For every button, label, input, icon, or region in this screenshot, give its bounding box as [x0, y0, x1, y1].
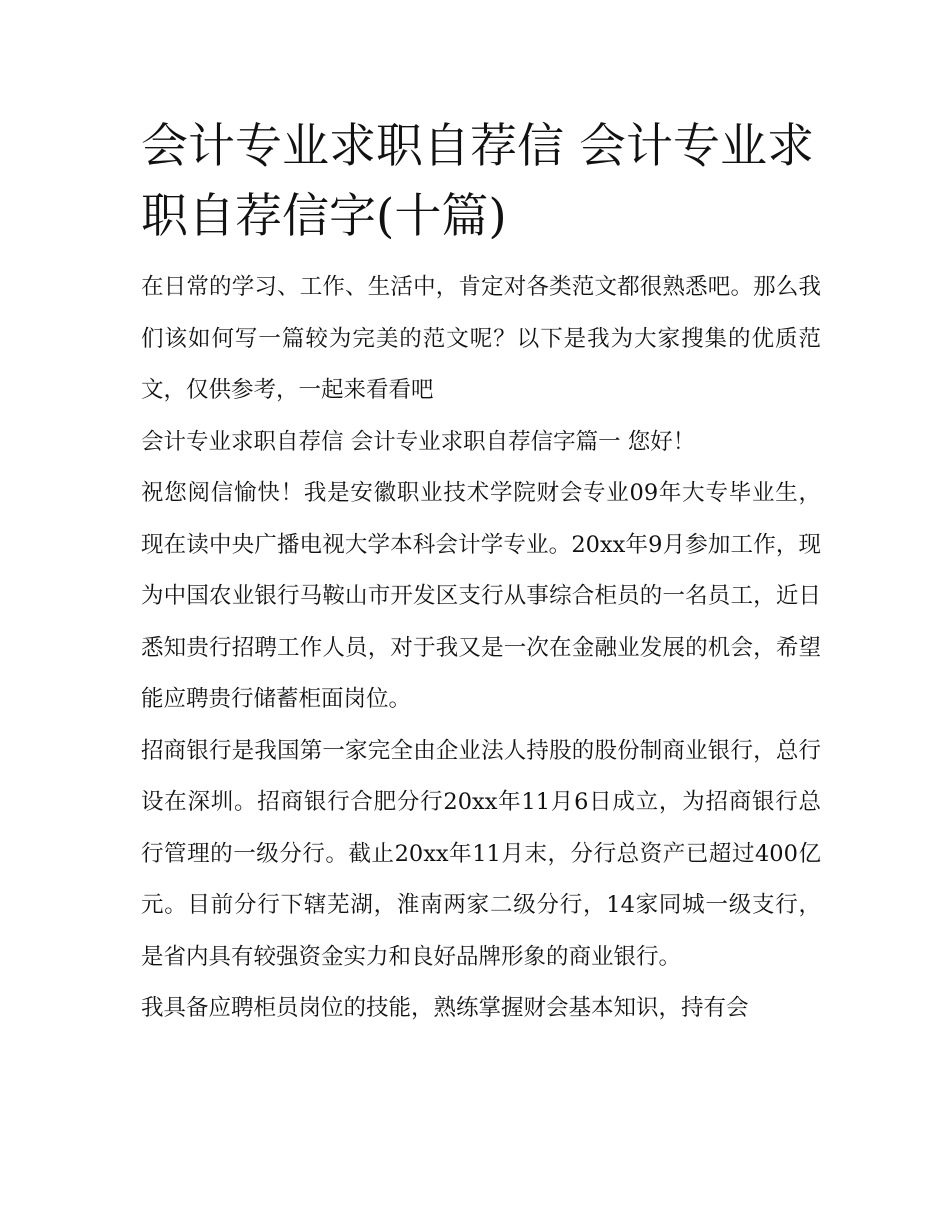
- paragraph-heading-letter-one: 会计专业求职自荐信 会计专业求职自荐信字篇一 您好！: [141, 428, 696, 455]
- document-title: 会计专业求职自荐信 会计专业求职自荐信字(十篇): [141, 119, 814, 244]
- document-body: [141, 112, 821, 1035]
- paragraph-intro: 在日常的学习、工作、生活中，肯定对各类范文都很熟悉吧。那么我们该如何写一篇较为完美的范文呢？以下是我为大家搜集的优质范文，仅供参考，一起来看看吧: [141, 274, 821, 403]
- paragraph-skills: 我具备应聘柜员岗位的技能，熟练掌握财会基本知识，持有会: [141, 995, 749, 1021]
- paragraph-bank-profile: 招商银行是我国第一家完全由企业法人持股的股份制商业银行，总行设在深圳。招商银行合肥分行20xx年11月6日成立，为招商银行总行管理的一级分行。截止20xx年11月末，分行总资产已超过400亿元。目前分行下辖芜湖，淮南两家二级分行，14家同城一级支行，是省内具有较强资金实力和良好品牌形象的商业银行。: [141, 737, 821, 970]
- paragraph-self-introduction: 祝您阅信愉快！我是安徽职业技术学院财会专业09年大专毕业生，现在读中央广播电视大学本科会计学专业。20xx年9月参加工作，现为中国农业银行马鞍山市开发区支行从事综合柜员的一名员工，近日悉知贵行招聘工作人员，对于我又是一次在金融业发展的机会，希望能应聘贵行储蓄柜面岗位。: [141, 480, 821, 712]
